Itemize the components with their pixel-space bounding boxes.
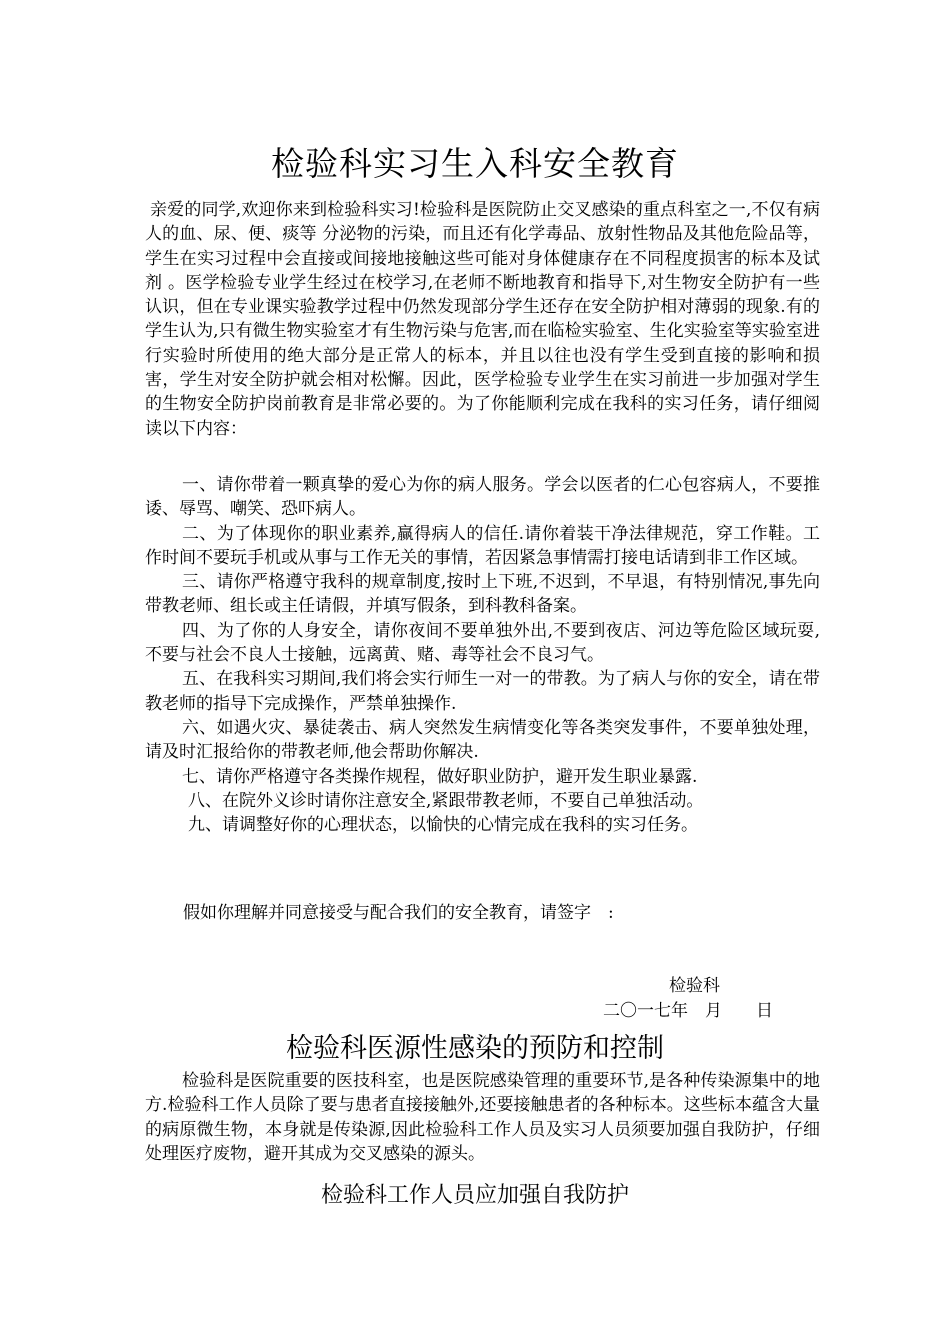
section-paragraph: 检验科是医院重要的医技科室，也是医院感染管理的重要环节,是各种传染源集中的地方.检验科工作人员除了要与患者直接接触外,还要接触患者的各种标本。这些标本蕴含大量的病原微生物，本身就是传染源,因此检验科工作人员及实习人员须要加强自我防护，仔细处理医疗废物，避开其成为交叉感染的源头。 <box>145 1071 820 1164</box>
signature-date: 二〇一七年 月 日 <box>603 1001 773 1021</box>
document-title: 检验科实习生入科安全教育 <box>271 144 679 183</box>
rule-item: 八、在院外义诊时请你注意安全,紧跟带教老师，不要自己单独活动。 <box>188 790 704 811</box>
section-title: 检验科医源性感染的预防和控制 <box>286 1033 664 1064</box>
rule-item: 五、在我科实习期间,我们将会实行师生一对一的带教。为了病人与你的安全，请在带教老师的指导下完成操作，严禁单独操作. <box>145 669 820 714</box>
rules-list <box>145 473 820 837</box>
intro-paragraph: 亲爱的同学,欢迎你来到检验科实习!检验科是医院防止交叉感染的重点科室之一,不仅有病人的血、尿、便、痰等 分泌物的污染，而且还有化学毒品、放射性物品及其他危险品等，学生在实习过程中会直接或间接地接触这些可能对身体健康存在不同程度损害的标本及试剂 。医学检验专业学生经过在校学习,在老师不断地教育和指导下,对生物安全防护有一些认识，但在专业课实验教学过程中仍然发现部分学生还存在安全防护相对薄弱的现象.有的学生认为,只有微生物实验室才有生物污染与危害,而在临检实验室、生化实验室等实验室进行实验时所使用的绝大部分是正常人的标本，并且以往也没有学生受到直接的影响和损害，学生对安全防护就会相对松懈。因此，医学检验专业学生在实习前进一步加强对学生的生物安全防护岗前教育是非常必要的。为了你能顺利完成在我科的实习任务，请仔细阅读以下内容： <box>145 200 820 439</box>
consent-statement: 假如你理解并同意接受与配合我们的安全教育，请签字 : <box>183 903 614 923</box>
rule-item: 一、请你带着一颗真挚的爱心为你的病人服务。学会以医者的仁心包容病人，不要推诿、辱骂、嘲笑、恐吓病人。 <box>145 475 820 520</box>
rule-item: 三、请你严格遵守我科的规章制度,按时上下班,不迟到，不早退，有特别情况,事先向带教老师、组长或主任请假，并填写假条，到科教科备案。 <box>145 572 820 617</box>
subsection-title: 检验科工作人员应加强自我防护 <box>320 1183 629 1208</box>
signature-department: 检验科 <box>669 976 720 996</box>
section-body <box>145 1069 820 1166</box>
rule-item: 六、如遇火灾、暴徒袭击、病人突然发生病情变化等各类突发事件，不要单独处理，请及时汇报给你的带教老师,他会帮助你解决. <box>145 717 820 763</box>
rule-item: 七、请你严格遵守各类操作规程，做好职业防护，避开发生职业暴露. <box>182 766 698 787</box>
rule-item: 九、请调整好你的心理状态，以愉快的心情完成在我科的实习任务。 <box>188 815 698 836</box>
rule-item: 四、为了你的人身安全，请你夜间不要单独外出,不要到夜店、河边等危险区域玩耍,不要与社会不良人士接触，远离黄、赌、毒等社会不良习气。 <box>145 620 820 666</box>
rule-item: 二、为了体现你的职业素养,赢得病人的信任.请你着装干净法律规范，穿工作鞋。工作时间不要玩手机或从事与工作无关的事情，若因紧急事情需打接电话请到非工作区域。 <box>145 523 820 568</box>
